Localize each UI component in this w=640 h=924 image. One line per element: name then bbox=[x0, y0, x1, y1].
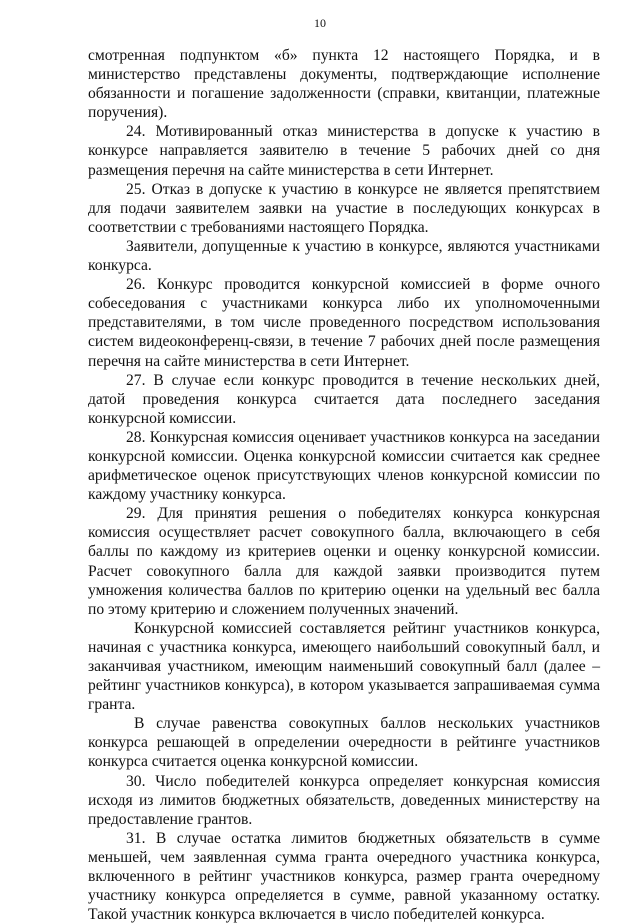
document-body bbox=[88, 46, 600, 924]
paragraph-equal-scores: В случае равенства совокупных баллов нескольких участников конкурса решающей в определении очередности в рейтинге участников конкурса считается оценка конкурсной комиссии. bbox=[88, 715, 600, 771]
paragraph-27: 27. В случае если конкурс проводится в течение нескольких дней, датой проведения конкурса считается дата последнего заседания конкурсной комиссии. bbox=[88, 371, 600, 427]
paragraph-31: 31. В случае остатка лимитов бюджетных обязательств в сумме меньшей, чем заявленная сумма гранта очередного участника конкурса, включенного в рейтинг участников конкурса, размер гранта очередному участнику конкурса определяется в сумме, равной указанному остатку. Такой участник конкурса включается в число победителей конкурса. bbox=[88, 829, 600, 924]
paragraph-28: 28. Конкурсная комиссия оценивает участников конкурса на заседании конкурсной комиссии. Оценка конкурсной комиссии считается как среднее арифметическое оценок присутствующих членов конкурсной комиссии по каждому участнику конкурса. bbox=[88, 428, 600, 504]
paragraph-30: 30. Число победителей конкурса определяет конкурсная комиссия исходя из лимитов бюджетных обязательств, доведенных министерству на предоставление грантов. bbox=[88, 772, 600, 828]
paragraph-26: 26. Конкурс проводится конкурсной комиссией в форме очного собеседования с участниками конкурса либо их уполномоченными представителями, в том числе проведенного посредством использования систем видеоконференц-связи, в течение 7 рабочих дней после размещения перечня на сайте министерства в сети Интернет. bbox=[88, 276, 600, 370]
paragraph-25: 25. Отказ в допуске к участию в конкурсе не является препятствием для подачи заявителем заявки на участие в последующих конкурсах в соответствии с требованиями настоящего Порядка. bbox=[88, 180, 600, 236]
page-number: 10 bbox=[314, 16, 326, 30]
paragraph-rating: Конкурсной комиссией составляется рейтинг участников конкурса, начиная с участника конкурса, имеющего наибольший совокупный балл, и заканчивая участником, имеющим наименьший совокупный балл (далее – рейтинг участников конкурса), в котором указывается запрашиваемая сумма гранта. bbox=[88, 619, 600, 714]
paragraph-applicants-participants: Заявители, допущенные к участию в конкурсе, являются участниками конкурса. bbox=[88, 237, 600, 275]
paragraph-24: 24. Мотивированный отказ министерства в допуске к участию в конкурсе направляется заявителю в течение 5 рабочих дней со дня размещения перечня на сайте министерства в сети Интернет. bbox=[88, 123, 600, 179]
paragraph-continuation: смотренная подпунктом «б» пункта 12 настоящего Порядка, и в министерство представлены документы, подтверждающие исполнение обязанности и погашение задолженности (справки, квитанции, платежные поручения). bbox=[88, 47, 600, 122]
paragraph-29: 29. Для принятия решения о победителях конкурса конкурсная комиссия осуществляет расчет совокупного балла, включающего в себя баллы по каждому из критериев оценки и оценку конкурсной комиссии. Расчет совокупного балла для каждой заявки производится путем умножения количества баллов по критерию оценки на удельный вес балла по этому критерию и сложением полученных значений. bbox=[88, 505, 600, 618]
